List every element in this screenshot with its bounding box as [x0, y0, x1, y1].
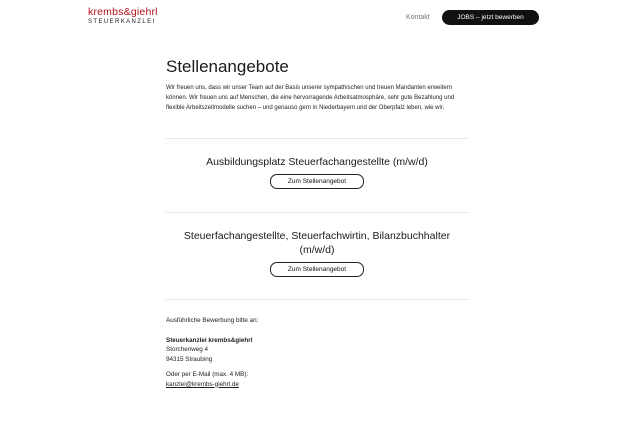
- logo-subtitle: STEUERKANZLEI: [88, 18, 156, 25]
- divider: [166, 212, 468, 213]
- logo-wordmark: krembs&giehrl: [88, 6, 158, 18]
- contact-email-label: Oder per E-Mail (max. 4 MB):: [166, 371, 249, 378]
- contact-lead: Ausführliche Bewerbung bitte an:: [166, 317, 259, 324]
- job-offer-button[interactable]: Zum Stellenangebot: [270, 174, 364, 189]
- page-title: Stellenangebote: [166, 57, 289, 76]
- job-listing: [166, 229, 468, 277]
- job-title: Ausbildungsplatz Steuerfachangestellte (m/w/d): [206, 156, 428, 168]
- divider: [166, 138, 468, 139]
- main-content: [166, 56, 468, 113]
- jobs-apply-button[interactable]: JOBS – jetzt bewerben: [442, 10, 539, 25]
- contact-city: 94315 Straubing: [166, 355, 213, 363]
- divider: [166, 299, 468, 300]
- contact-section: [166, 316, 468, 389]
- nav-link-contact[interactable]: Kontakt: [406, 14, 430, 21]
- logo[interactable]: [88, 7, 158, 25]
- job-offer-button[interactable]: Zum Stellenangebot: [270, 262, 364, 277]
- contact-email-link[interactable]: kanzlei@krembs-giehrl.de: [166, 380, 239, 388]
- contact-street: Storchenweg 4: [166, 346, 209, 353]
- contact-firm: Steuerkanzlei krembs&giehrl: [166, 336, 253, 344]
- job-listing: [166, 155, 468, 189]
- site-header: [0, 0, 636, 34]
- intro-text: Wir freuen uns, dass wir unser Team auf der Basis unserer sympathischen und treuen Mandanten erweitern können. Wir freuen uns auf Menschen, die eine hervorragende Arbeitsatmosphäre, sehr gute Bezahlung und flexible Arbeitszeitmodelle suchen – und genauso gern in Niederbayern und der Oberpfalz leben, wie wir.: [166, 85, 455, 111]
- job-title: Steuerfachangestellte, Steuerfachwirtin, Bilanzbuchhalter (m/w/d): [183, 230, 451, 256]
